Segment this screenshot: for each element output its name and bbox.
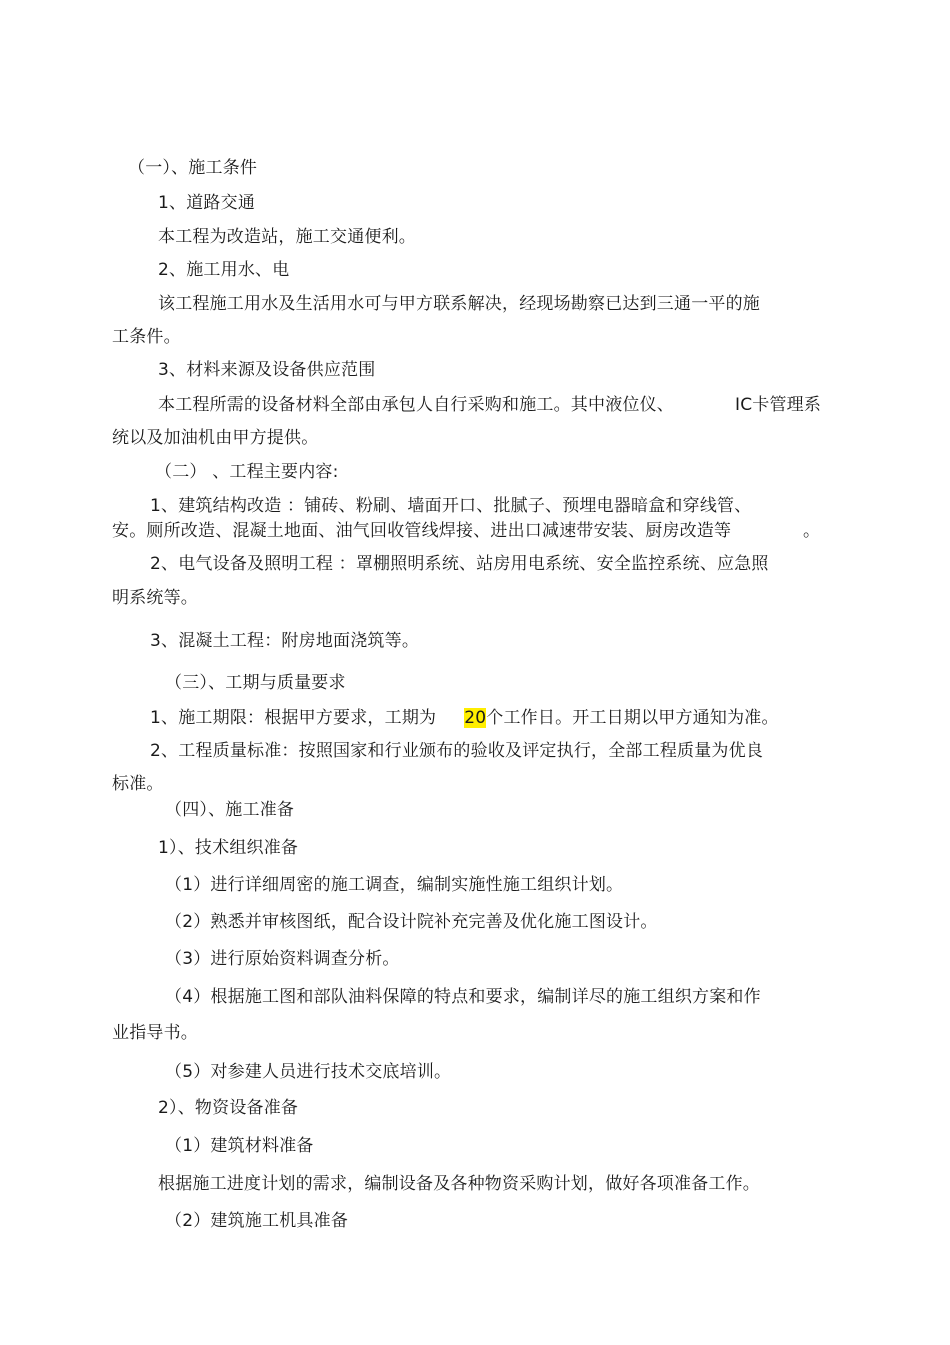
list-item-text: 1、施工期限：根据甲方要求，工期为 [150,708,437,728]
list-item: （2）建筑施工机具准备 [165,1211,349,1231]
list-item: （5）对参建人员进行技术交底培训。 [165,1062,452,1082]
subsection-1-1-heading: 1、道路交通 [158,193,256,213]
list-item: 1、建筑结构改造 ：铺砖、粉刷、墙面开口、批腻子、预埋电器暗盒和穿线管、 [150,496,752,516]
list-item: 2、电气设备及照明工程 ：罩棚照明系统、站房用电系统、安全监控系统、应急照 [150,554,769,574]
paragraph: 该工程施工用水及生活用水可与甲方联系解决，经现场勘察已达到三通一平的施 [158,294,760,314]
list-item-continuation: 标准。 [112,774,164,794]
subsection-1-2-heading: 2、施工用水、电 [158,260,290,280]
list-item: （1）进行详细周密的施工调查，编制实施性施工组织计划。 [165,875,624,895]
list-item-text: 个工作日。开工日期以甲方通知为准。 [486,708,779,728]
paragraph: 本工程所需的设备材料全部由承包人自行采购和施工。其中液位仪、 [158,395,674,415]
list-item-continuation: 安。厕所改造、混凝土地面、油气回收管线焊接、进出口减速带安装、厨房改造等 [112,521,732,541]
paragraph-continuation: 统以及加油机由甲方提供。 [112,428,319,448]
highlighted-days: 20 [464,708,487,728]
list-item [150,708,950,728]
trailing-period: 。 [803,521,821,541]
subsection-4-2-heading: 2）、物资设备准备 [158,1098,299,1118]
paragraph: 本工程为改造站，施工交通便利。 [158,227,416,247]
section-1-heading: （一）、施工条件 [128,158,258,178]
section-3-heading: （三）、工期与质量要求 [165,673,346,693]
paragraph: 根据施工进度计划的需求，编制设备及各种物资采购计划，做好各项准备工作。 [158,1174,760,1194]
list-item: （3）进行原始资料调查分析。 [165,949,400,969]
subsection-1-3-heading: 3、材料来源及设备供应范围 [158,360,376,380]
section-2-heading: （二） 、工程主要内容: [155,462,339,482]
paragraph-continuation: 工条件。 [112,327,181,347]
paragraph-fragment: IC卡管理系 [735,395,822,415]
list-item: 3、混凝土工程：附房地面浇筑等。 [150,631,420,651]
list-item-continuation: 业指导书。 [112,1023,198,1043]
list-item: （1）建筑材料准备 [165,1136,314,1156]
list-item: （4）根据施工图和部队油料保障的特点和要求，编制详尽的施工组织方案和作 [165,987,761,1007]
list-item-continuation: 明系统等。 [112,588,198,608]
subsection-4-1-heading: 1）、技术组织准备 [158,838,299,858]
section-4-heading: （四）、施工准备 [165,800,295,820]
list-item: （2）熟悉并审核图纸，配合设计院补充完善及优化施工图设计。 [165,912,658,932]
list-item: 2、工程质量标准：按照国家和行业颁布的验收及评定执行，全部工程质量为优良 [150,741,764,761]
